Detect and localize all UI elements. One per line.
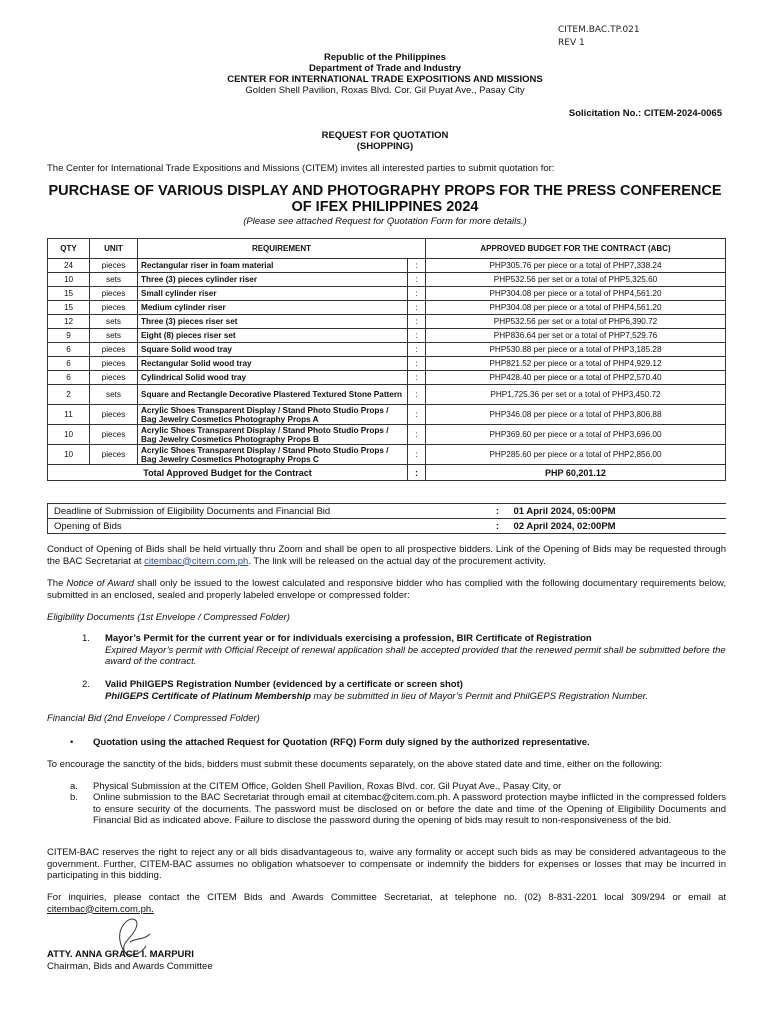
signatory-position: Chairman, Bids and Awards Committee (47, 961, 213, 972)
requirements-body (48, 259, 726, 465)
submission-item-b: Online submission to the BAC Secretariat through email at citembac@citem.com.ph. A password protection maybe inflicted in the compressed folders to ensure security of the documents. The password must be disclosed on or before the date and time of the Opening of Eligibility Documents and Financial Bid as indicated above. Failure to disclose the password during the opening of bids may result to non-responsiveness of the bid. (93, 792, 726, 826)
separator-cell: : (408, 371, 426, 385)
table-row (48, 445, 726, 465)
qty-cell: 10 (48, 425, 90, 445)
rfq-title: REQUEST FOR QUOTATION (321, 130, 449, 141)
separator-cell: : (408, 259, 426, 273)
deadline-separator: : (488, 504, 508, 519)
qty-cell: 15 (48, 287, 90, 301)
col-unit-header: UNIT (90, 239, 138, 259)
financial-item: Quotation using the attached Request for Quotation (RFQ) Form duly signed by the authorized representative. (93, 737, 590, 748)
table-row (48, 357, 726, 371)
unit-cell: sets (90, 329, 138, 343)
abc-cell: PHP285.60 per piece or a total of PHP2,856.00 (426, 445, 726, 465)
separator-cell: : (408, 405, 426, 425)
eligibility-item-2 (105, 679, 726, 702)
table-row (48, 329, 726, 343)
table-row (48, 301, 726, 315)
abc-cell: PHP304.08 per piece or a total of PHP4,561.20 (426, 301, 726, 315)
col-abc-header: APPROVED BUDGET FOR THE CONTRACT (ABC) (426, 239, 726, 259)
deadline-row (48, 504, 727, 519)
unit-cell: pieces (90, 343, 138, 357)
opening-label: Opening of Bids (48, 519, 488, 534)
qty-cell: 6 (48, 343, 90, 357)
eligibility-item-2-note (105, 691, 726, 703)
project-note: (Please see attached Request for Quotation Form for more details.) (243, 216, 527, 227)
opening-separator: : (488, 519, 508, 534)
eligibility-item-2-title: Valid PhilGEPS Registration Number (evidenced by a certificate or screen shot) (105, 679, 463, 690)
unit-cell: sets (90, 385, 138, 405)
qty-cell: 12 (48, 315, 90, 329)
requirement-cell: Acrylic Shoes Transparent Display / Stand Photo Studio Props / Bag Jewelry Cosmetics Photography Props C (138, 445, 408, 465)
abc-cell: PHP369.60 per piece or a total of PHP3,696.00 (426, 425, 726, 445)
eligibility-num-1: 1. (82, 633, 90, 644)
letterhead-department: Department of Trade and Industry (308, 63, 462, 74)
unit-cell: pieces (90, 445, 138, 465)
separator-cell: : (408, 315, 426, 329)
bac-email-link[interactable]: citembac@citem.com.ph (144, 555, 249, 567)
document-code: CITEM.BAC.TP.021 (558, 25, 640, 35)
separator-cell: : (408, 287, 426, 301)
letterhead-address: Golden Shell Pavilion, Roxas Blvd. Cor. Gil Puyat Ave., Pasay City (245, 85, 525, 96)
unit-cell: pieces (90, 301, 138, 315)
unit-cell: pieces (90, 371, 138, 385)
notice-text-1: The (47, 578, 67, 589)
table-row (48, 343, 726, 357)
separator-cell: : (408, 329, 426, 343)
total-label: Total Approved Budget for the Contract (48, 465, 408, 481)
project-title: PURCHASE OF VARIOUS DISPLAY AND PHOTOGRAPHY PROPS FOR THE PRESS CONFERENCE OF IFEX PHILIPPINES 2024 (48, 183, 722, 215)
opening-paragraph (47, 544, 726, 567)
requirement-cell: Cylindrical Solid wood tray (138, 371, 408, 385)
abc-cell: PHP836.64 per set or a total of PHP7,529.76 (426, 329, 726, 343)
eligibility-item-2-note-rest: may be submitted in lieu of Mayor’s Permit and PhilGEPS Registration Number. (310, 690, 649, 702)
abc-cell: PHP346.08 per piece or a total of PHP3,806.88 (426, 405, 726, 425)
requirement-cell: Acrylic Shoes Transparent Display / Stand Photo Studio Props / Bag Jewelry Cosmetics Photography Props B (138, 425, 408, 445)
total-value: PHP 60,201.12 (426, 465, 726, 481)
separator-cell: : (408, 273, 426, 287)
sanctity-paragraph: To encourage the sanctity of the bids, bidders must submit these documents separately, on the above stated date and time, either on the following: (47, 759, 663, 770)
total-separator: : (408, 465, 426, 481)
rfq-heading (0, 130, 770, 152)
qty-cell: 6 (48, 357, 90, 371)
requirement-cell: Three (3) pieces cylinder riser (138, 273, 408, 287)
separator-cell: : (408, 357, 426, 371)
unit-cell: pieces (90, 425, 138, 445)
requirement-cell: Rectangular riser in foam material (138, 259, 408, 273)
separator-cell: : (408, 385, 426, 405)
table-header-row (48, 239, 726, 259)
requirement-cell: Small cylinder riser (138, 287, 408, 301)
table-row (48, 287, 726, 301)
abc-cell: PHP305.76 per piece or a total of PHP7,338.24 (426, 259, 726, 273)
total-row (48, 465, 726, 481)
inquiry-text: For inquiries, please contact the CITEM Bids and Awards Committee Secretariat, at telephone no. (02) 8-831-2201 local 309/294 or email at (47, 892, 726, 903)
letterhead-republic: Republic of the Philippines (324, 52, 446, 63)
abc-cell: PHP1,725.36 per set or a total of PHP3,450.72 (426, 385, 726, 405)
submission-num-a: a. (70, 781, 78, 792)
requirement-cell: Square Solid wood tray (138, 343, 408, 357)
abc-cell: PHP304.08 per piece or a total of PHP4,561.20 (426, 287, 726, 301)
qty-cell: 2 (48, 385, 90, 405)
unit-cell: sets (90, 315, 138, 329)
unit-cell: sets (90, 273, 138, 287)
philgeps-platinum: PhilGEPS Certificate of Platinum Membership (105, 690, 311, 702)
eligibility-num-2: 2. (82, 679, 90, 690)
unit-cell: pieces (90, 405, 138, 425)
qty-cell: 10 (48, 273, 90, 287)
reserve-paragraph: CITEM-BAC reserves the right to reject any or all bids disadvantageous to, waive any formality or accept such bids as may be considered advantageous to the government. Further, CITEM-BAC assumes no obligation whatsoever to compensate or indemnify the bidders for expenses or losses that may be incurred in participating in this bidding. (47, 847, 726, 881)
eligibility-heading: Eligibility Documents (1st Envelope / Compressed Folder) (47, 612, 290, 623)
opening-text-2: . The link will be released on the actual day of the procurement activity. (248, 555, 546, 567)
eligibility-item-1 (105, 633, 726, 668)
requirement-cell: Medium cylinder riser (138, 301, 408, 315)
deadlines-table (47, 503, 726, 534)
abc-cell: PHP821.52 per piece or a total of PHP4,929.12 (426, 357, 726, 371)
financial-heading: Financial Bid (2nd Envelope / Compressed Folder) (47, 713, 260, 724)
abc-cell: PHP532.56 per set or a total of PHP6,390.72 (426, 315, 726, 329)
eligibility-item-1-note: Expired Mayor’s permit with Official Receipt of renewal application shall be accepted provided that the renewed permit shall be submitted before the award of the contract. (105, 644, 726, 667)
col-qty-header: QTY (48, 239, 90, 259)
qty-cell: 15 (48, 301, 90, 315)
table-row (48, 425, 726, 445)
unit-cell: pieces (90, 259, 138, 273)
inquiry-email-link[interactable]: citembac@citem.com.ph. (47, 903, 154, 915)
requirement-cell: Acrylic Shoes Transparent Display / Stand Photo Studio Props / Bag Jewelry Cosmetics Photography Props A (138, 405, 408, 425)
solicitation-number: Solicitation No.: CITEM-2024-0065 (568, 108, 722, 119)
requirement-cell: Rectangular Solid wood tray (138, 357, 408, 371)
eligibility-item-1-title: Mayor’s Permit for the current year or for individuals exercising a profession, BIR Certificate of Registration (105, 633, 592, 644)
opening-row (48, 519, 727, 534)
qty-cell: 11 (48, 405, 90, 425)
requirement-cell: Eight (8) pieces riser set (138, 329, 408, 343)
opening-value: 02 April 2024, 02:00PM (508, 519, 727, 534)
qty-cell: 24 (48, 259, 90, 273)
notice-text-2: shall only be issued to the lowest calculated and responsive bidder who has complied with the following documentary requirements below, submitted in an enclosed, sealed and properly labeled envelope or compressed folder: (47, 578, 726, 601)
opening-text-1: Conduct of Opening of Bids shall be held virtually thru Zoom and shall be open to all prospective bidders. Link of the Opening of Bids may be requested through the BAC Secretariat at (47, 544, 726, 567)
table-row (48, 371, 726, 385)
table-row (48, 405, 726, 425)
table-row (48, 315, 726, 329)
rfq-mode: (SHOPPING) (356, 141, 414, 152)
col-requirement-header: REQUIREMENT (138, 239, 426, 259)
submission-item-a: Physical Submission at the CITEM Office, Golden Shell Pavilion, Roxas Blvd. cor. Gil Puyat Ave., Pasay City, or (93, 781, 562, 792)
document-revision: REV 1 (558, 38, 585, 48)
qty-cell: 10 (48, 445, 90, 465)
table-row (48, 385, 726, 405)
qty-cell: 6 (48, 371, 90, 385)
unit-cell: pieces (90, 287, 138, 301)
requirement-cell: Square and Rectangle Decorative Plastered Textured Stone Pattern (138, 385, 408, 405)
abc-cell: PHP530.88 per piece or a total of PHP3,185.28 (426, 343, 726, 357)
submission-num-b: b. (70, 792, 78, 803)
unit-cell: pieces (90, 357, 138, 371)
abc-cell: PHP532.56 per set or a total of PHP5,325.60 (426, 273, 726, 287)
requirement-cell: Three (3) pieces riser set (138, 315, 408, 329)
separator-cell: : (408, 445, 426, 465)
financial-bullet: • (70, 737, 74, 748)
requirements-table (47, 238, 726, 481)
letterhead (0, 52, 770, 96)
separator-cell: : (408, 425, 426, 445)
intro-text: The Center for International Trade Expositions and Missions (CITEM) invites all interested parties to submit quotation for: (47, 163, 555, 174)
notice-of-award: Notice of Award (66, 578, 135, 589)
letterhead-agency: CENTER FOR INTERNATIONAL TRADE EXPOSITIONS AND MISSIONS (227, 74, 543, 85)
separator-cell: : (408, 343, 426, 357)
qty-cell: 9 (48, 329, 90, 343)
table-row (48, 273, 726, 287)
deadline-value: 01 April 2024, 05:00PM (508, 504, 727, 519)
signatory-name: ATTY. ANNA GRACE I. MARPURI (47, 949, 194, 960)
table-row (48, 259, 726, 273)
abc-cell: PHP428.40 per piece or a total of PHP2,570.40 (426, 371, 726, 385)
separator-cell: : (408, 301, 426, 315)
notice-paragraph (47, 578, 726, 601)
deadline-label: Deadline of Submission of Eligibility Documents and Financial Bid (48, 504, 488, 519)
document-reference (558, 24, 640, 50)
